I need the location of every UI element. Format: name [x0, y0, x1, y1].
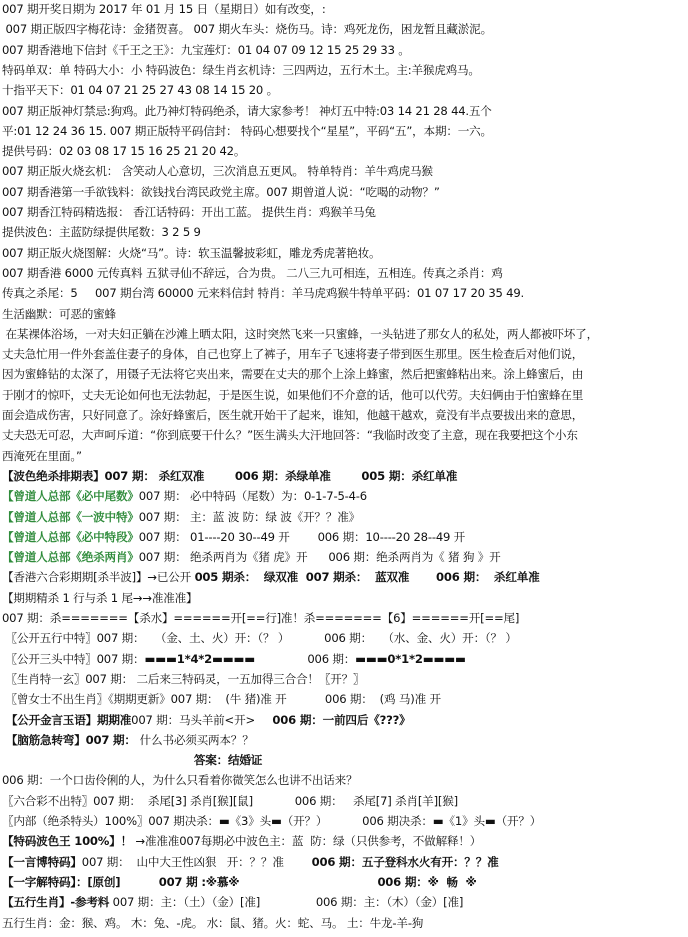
line-segment: 006 期： [255, 651, 356, 666]
line-segment: 【脑筋急转弯】 [2, 732, 86, 747]
document-line [2, 812, 686, 830]
document-line [2, 873, 686, 891]
line-segment: 〖六合彩不出特〗007 期： 杀尾[3] 杀肖[猴][鼠] 006 期： 杀尾[7] 杀肖[羊][猴] [2, 793, 458, 808]
line-segment: 【公开金言玉语】期期准 [2, 712, 132, 727]
document-line [2, 345, 686, 363]
line-segment: ▬▬▬1*4*2▬▬▬▬ [144, 651, 256, 666]
line-segment: 005 期： [330, 468, 412, 483]
line-segment: 007 期开奖日期为 2017 年 01 月 15 日（星期日）如有改变，: [2, 2, 326, 16]
line-segment: →准准准007每期必中波色主：蓝 防：绿（只供参考，不做解释！） [132, 834, 482, 849]
line-segment: 〖生肖特一玄〗007 期： 二后来三特码灵，一五加得三合合！〖开？〗 [2, 671, 365, 686]
line-segment: 平:01 12 24 36 15. 007 期正版特平码信封： 特码心想要找个“星星”，平码“五”，本期：一六。 [2, 123, 492, 138]
document-line [2, 223, 686, 241]
line-segment: 【曾道人总部《绝杀两肖》 [2, 550, 139, 565]
document-line [2, 41, 686, 59]
line-segment: 007 期： 主：蓝 波 防：绿 波《开？？准》 [138, 509, 360, 524]
line-segment: 〖公开三头中特〗007 期： [2, 651, 145, 666]
line-segment: 【香港六合彩期期[杀半波]】→已公开 [2, 570, 195, 585]
line-segment: 因为蜜蜂钻的太深了，用镊子无法将它夹出来，需要在丈夫的那个上涂上蜂蜜，然后把蜜蜂粘出来。涂上蜂蜜后，由 [2, 367, 584, 382]
document-line [2, 893, 686, 911]
line-segment: 007 期：主：（土）（金）[准] 006 期：主：（木）（金）[准] [109, 895, 464, 910]
line-segment: 007 期香港地下信封《千王之王》：九宝莲灯：01 04 07 09 12 15 25 29 33 。 [2, 42, 410, 57]
line-segment: 【曾道人总部《一波中特》 [2, 509, 139, 524]
line-segment: 006 期： [204, 468, 286, 483]
document-line [2, 142, 686, 160]
line-segment: 提供波色：主蓝防绿提供尾数：3 2 5 9 [2, 225, 201, 240]
line-segment: 007 期正版火烧图解：火烧“马”。诗：软玉温馨披彩虹，雕龙秀虎著艳妆。 [2, 245, 381, 260]
line-segment: 杀红双准 [158, 468, 205, 483]
line-segment: 007 期香江特码精选报： 香江话特码：开出工蓝。 提供生肖：鸡猴羊马兔 [2, 205, 376, 219]
line-segment: 杀绿单准 [285, 468, 331, 483]
document-line [2, 751, 686, 769]
line-segment: 面会造成伤害，只好同意了。涂好蜂蜜后，医生就开始干了起来，谁知，他越干越欢，竟没有半点要拔出来的意思， [2, 408, 584, 422]
line-segment: 007 期正版四字梅花诗：金猪贺喜。 007 期火车头：烧伤马。诗：鸡死龙伤，困龙暂且藏淤泥。 [2, 22, 492, 37]
line-segment: 提供号码：02 03 08 17 15 16 25 21 20 42。 [2, 144, 246, 159]
line-segment: 【特码波色王 100%】！ [2, 834, 133, 849]
document-line [2, 325, 686, 343]
line-segment: 【一言博特码】 [2, 854, 82, 869]
line-segment: 于刚才的惊吓，丈夫无论如何也无法勃起，于是医生说，如果他们不介意的话，他可以代劳。夫妇俩由于怕蜜蜂在里 [2, 387, 584, 402]
line-segment: 006 期：五子登科水火有开：？？准 [311, 854, 499, 869]
document-line [2, 568, 686, 586]
document-line [2, 365, 686, 383]
document-line [2, 20, 686, 38]
line-segment: 007 期： [85, 732, 140, 747]
document-line [2, 711, 686, 729]
line-segment: ▬▬▬0*1*2▬▬▬▬ [355, 651, 466, 666]
document-line [2, 853, 686, 871]
document-line [2, 487, 686, 505]
line-segment: 007 期：杀=======【杀水】======开[==行]准！杀=======【6】======开[==尾] [2, 611, 520, 625]
line-segment: 007 期香港 6000 元传真料 五狱寻仙不辞远，合为贵。 二八三九可相连，五相连。传真之杀肖：鸡 [2, 265, 503, 280]
line-segment: 007 期香港第一手欲钱料：欲钱找台湾民政党主席。007 期曾道人说：“吃喝的动物？” [2, 184, 440, 199]
line-segment: 007 期： 必中特码（尾数）为：0-1-7-5-4-6 [138, 489, 367, 504]
line-segment: 〖曾女士不出生肖〗《期期更新》007 期： (牛 猪)准 开 006 期： (鸡 马)准 开 [2, 692, 441, 707]
line-segment: 006 期：一个口齿伶俐的人，为什么只看着你微笑怎么也讲不出话来？ [2, 773, 358, 788]
document-line [2, 771, 686, 789]
document-line [2, 203, 686, 221]
line-segment: 〖公开五行中特〗007 期： （金、土、火）开：（？ ） 006 期： （水、金、火）开：（？ ） [2, 631, 517, 646]
document-line [2, 629, 686, 647]
line-segment: 西淹死在里面。” [2, 448, 82, 463]
document-line [2, 386, 686, 404]
line-segment: 答案：结婚证 [2, 753, 263, 768]
document-line [2, 690, 686, 708]
document-line [2, 0, 686, 18]
document-line [2, 650, 686, 668]
line-segment: 丈夫恐无可忍，大声呵斥道：“你到底要干什么？”医生满头大汗地回答：“我临时改变了主意，现在我要把这个小东 [2, 428, 578, 443]
document-line [2, 102, 686, 120]
document-line [2, 406, 686, 424]
line-segment: 【波色绝杀排期表】007 期： [2, 468, 159, 483]
document-line [2, 183, 686, 201]
document-line [2, 528, 686, 546]
document-line [2, 609, 686, 627]
line-segment: 007 期： 山中大王性凶狠 开：？？准 [81, 854, 312, 869]
document-line [2, 508, 686, 526]
document-line [2, 447, 686, 465]
line-segment: 十指平天下：01 04 07 21 25 27 43 08 14 15 20 。 [2, 83, 278, 98]
document-line [2, 589, 686, 607]
line-segment: 【期期精杀 1 行与杀 1 尾→→准准准】 [2, 590, 198, 605]
line-segment: 【五行生肖】-参考料 [2, 895, 110, 910]
line-segment: 【一字解特码】：[原创] 007 期 :※慕※ 006 期：※ 畅 ※ [2, 874, 477, 889]
line-segment: 005 期杀： 绿双准 007 期杀： 蓝双准 006 期： 杀红单准 [194, 570, 540, 585]
line-segment: 〖内部（绝杀特头）100%〗007 期决杀：▬《3》头▬（开？） 006 期决杀：▬《1》头▬（开？） [2, 814, 542, 828]
document-line [2, 832, 686, 850]
document-line [2, 244, 686, 262]
line-segment: 生活幽默：可恶的蜜蜂 [2, 306, 116, 321]
line-segment: 007 期正版火烧玄机： 含笑动人心意切，三次消息五更风。 特单特肖：羊牛鸡虎马猴 [2, 164, 433, 179]
line-segment: 传真之杀尾：5 007 期台湾 60000 元来料信封 特肖：羊马虎鸡猴牛特单平码：01 07 17 20 35 49. [2, 286, 525, 301]
line-segment: 006 期：一前四后《???》 [272, 712, 411, 727]
document-line [2, 548, 686, 566]
document-line [2, 670, 686, 688]
line-segment: 五行生肖：金：猴、鸡。 木：兔、-虎。 水：鼠、猪。火：蛇、马。 土：牛龙-羊-狗 [2, 915, 424, 930]
document-line [2, 81, 686, 99]
line-segment: 【曾道人总部《必中特段》 [2, 529, 139, 544]
line-segment: 007 期： 01----20 30--49 开 006 期：10----20 28--49 开 [138, 529, 466, 544]
document-line [2, 122, 686, 140]
line-segment: 007 期正版神灯禁忌:狗鸡。此乃神灯特码绝杀，请大家参考！ 神灯五中特:03 14 21 28 44.五个 [2, 103, 492, 118]
document-line [2, 284, 686, 302]
document-line [2, 162, 686, 180]
document-line [2, 264, 686, 282]
line-segment: 007 期：马头羊前<开> [131, 712, 273, 727]
document-line [2, 914, 686, 932]
document-line [2, 467, 686, 485]
line-segment: 什么书必须买两本？？ [139, 732, 254, 747]
document-line [2, 426, 686, 444]
line-segment: 【曾道人总部《必中尾数》 [2, 489, 139, 504]
document-line [2, 61, 686, 79]
line-segment: 特码单双：单 特码大小：小 特码波色：绿生肖玄机诗：三四两边，五行木土。主:羊猴虎鸡马。 [2, 62, 480, 77]
line-segment: 在某裸体浴场，一对夫妇正躺在沙滩上晒太阳，这时突然飞来一只蜜蜂，一头钻进了那女人的私处，两人都被吓坏了， [2, 326, 598, 341]
line-segment: 杀红单准 [411, 468, 458, 483]
document-line [2, 731, 686, 749]
line-segment: 丈夫急忙用一件外套盖住妻子的身体，自己也穿上了裤子，用车子飞速将妻子带到医生那里。医生检查后对他们说， [2, 347, 584, 362]
document-line [2, 792, 686, 810]
line-segment: 007 期： 绝杀两肖为《猪 虎》开 006 期：绝杀两肖为《 猪 狗 》开 [138, 550, 501, 565]
document-line [2, 305, 686, 323]
